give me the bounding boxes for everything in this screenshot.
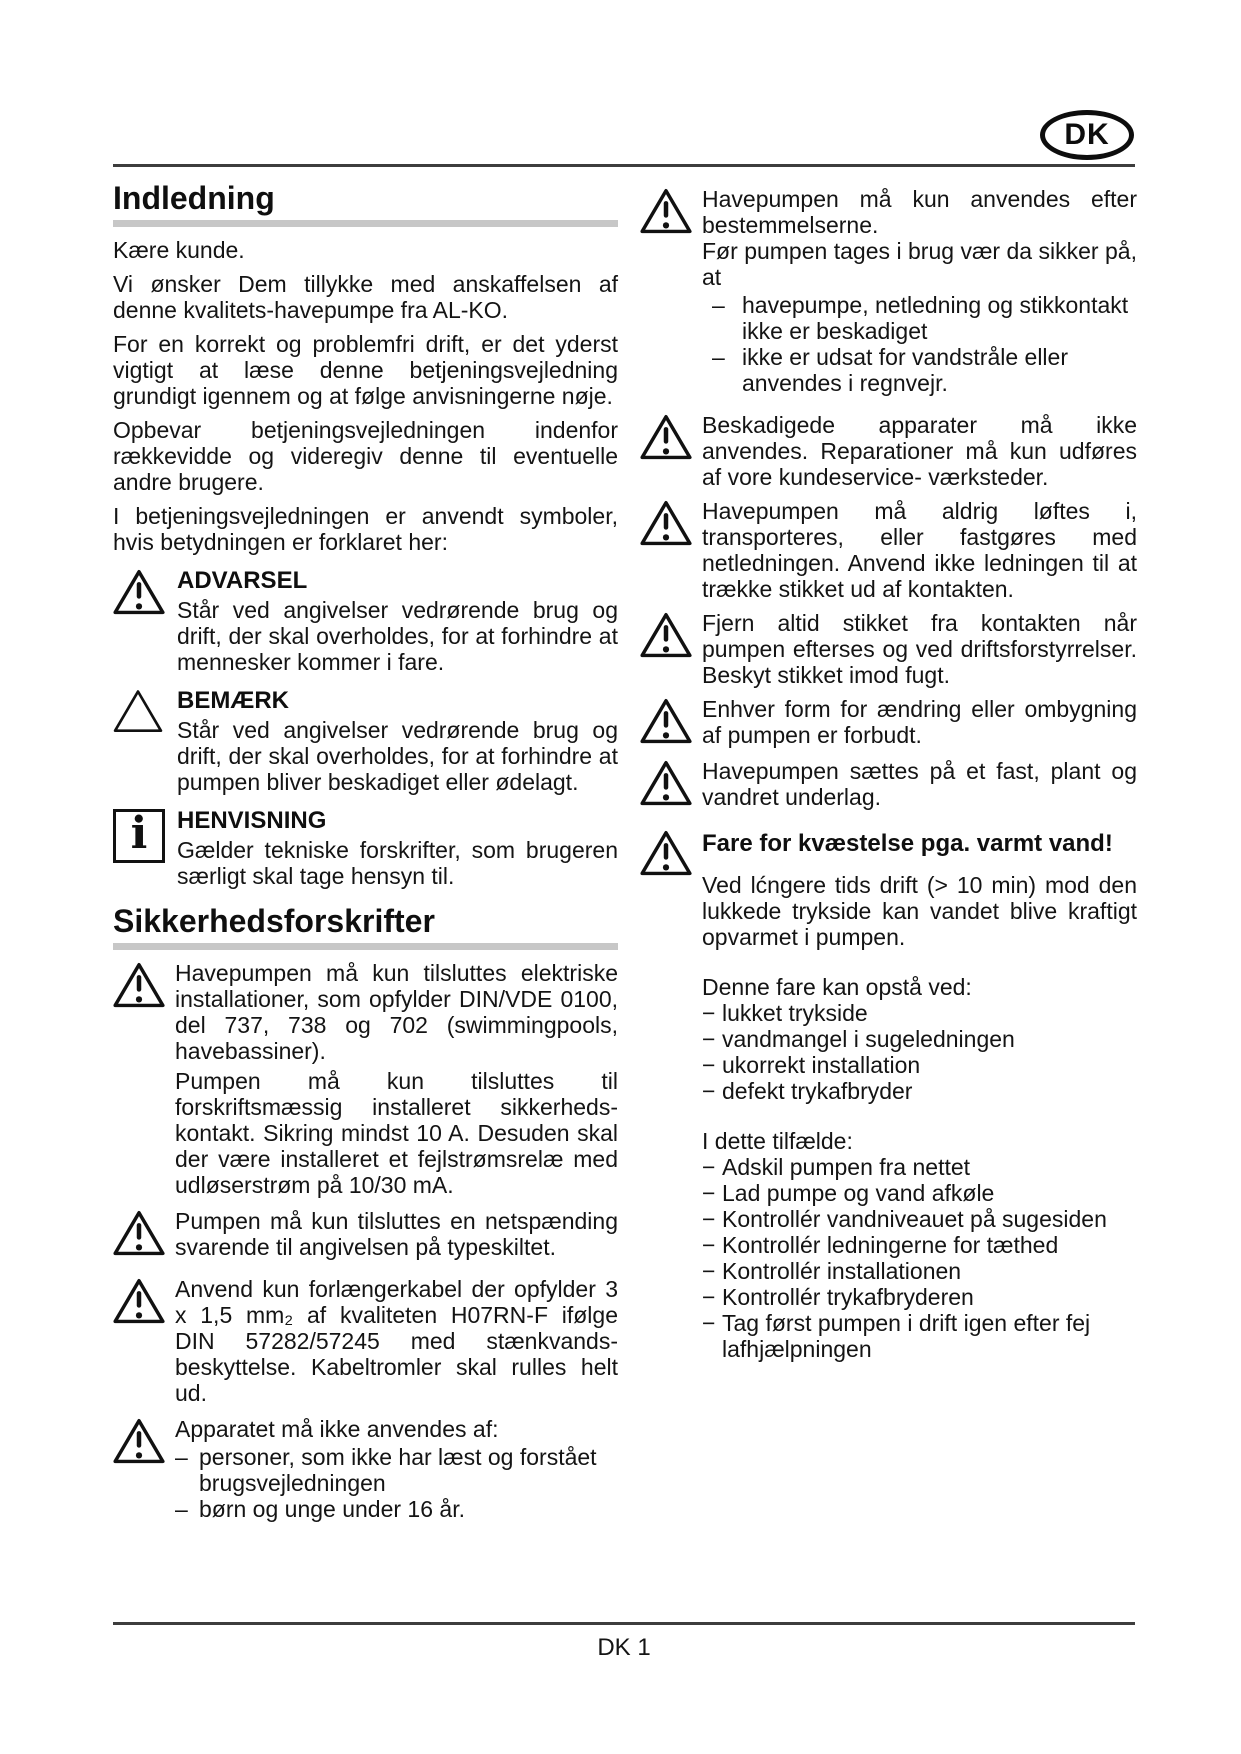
symbol-text: Står ved angivelser vedrørende brug og drift, der skal overholdes, for at forhindre at pumpen bliver beskadiget eller ødelagt. <box>177 717 618 795</box>
symbol-legend-bemaerk <box>113 687 618 795</box>
intro-paragraph: I betjeningsvejledningen er anvendt symboler, hvis betydningen er forklaret her: <box>113 503 618 555</box>
warning-text: Apparatet må ikke anvendes af: <box>175 1416 499 1442</box>
symbol-title: HENVISNING <box>177 807 327 834</box>
dash-marker: − <box>702 1026 716 1052</box>
list-item: – havepumpe, netledning og stikkontakt ikke er beskadiget <box>712 292 1129 344</box>
list-item: – ikke er udsat for vandstråle eller anvendes i regnvejr. <box>712 344 1068 396</box>
dash-marker: − <box>702 1284 716 1310</box>
list-item: − Kontrollér vandniveauet på sugesiden <box>702 1206 1107 1232</box>
page-number: DK 1 <box>597 1634 651 1661</box>
warning-triangle-icon <box>113 1208 175 1262</box>
warning-triangle-icon <box>640 610 702 688</box>
warning-text: Fjern altid stikket fra kontakten når pumpen efterses og ved driftsforstyrrelser. Beskyt stikket imod fugt. <box>702 610 1137 688</box>
header-rule <box>113 164 1135 167</box>
dash-marker: – <box>175 1496 188 1522</box>
dash-marker: − <box>702 1206 716 1232</box>
safety-warning <box>640 758 1137 812</box>
hot-water-causes-list <box>702 1000 1137 1104</box>
warning-text: Beskadigede apparater må ikke anvendes. Reparationer må kun udføres af vore kundeservice- værksteder. <box>702 412 1137 490</box>
intro-paragraph: Kære kunde. <box>113 237 245 263</box>
warning-text: Havepumpen må kun anvendes efter bestemmelserne. <box>702 186 1137 238</box>
warning-triangle-icon <box>113 1276 175 1406</box>
dash-marker: – <box>175 1444 188 1470</box>
list-item: − ukorrekt installation <box>702 1052 921 1078</box>
warning-bullet-list <box>712 292 1137 396</box>
dash-marker: − <box>702 1078 716 1104</box>
warning-text: Anvend kun forlængerkabel der opfylder 3 x 1,5 mm₂ af kvaliteten H07RN-F ifølge DIN 57282/57245 med stænkvands-beskyttelse. Kabeltromler skal rulles helt ud. <box>175 1276 618 1406</box>
intro-paragraph: For en korrekt og problemfri drift, er det yderst vigtigt at læse denne betjeningsvejledning grundigt igennem og at følge anvisningerne nøje. <box>113 331 618 409</box>
warning-text: Enhver form for ændring eller ombygning af pumpen er forbudt. <box>702 696 1137 748</box>
warning-text: Før pumpen tages i brug vær da sikker på, at <box>702 238 1137 290</box>
safety-warning <box>640 610 1137 688</box>
warning-bullet-list <box>175 1444 618 1522</box>
symbol-legend-henvisning <box>113 807 618 889</box>
page-footer <box>113 1634 1135 1662</box>
safety-warning <box>113 1416 618 1530</box>
list-item: − Adskil pumpen fra nettet <box>702 1154 971 1180</box>
warning-triangle-icon <box>640 758 702 812</box>
warning-text: Havepumpen må kun tilsluttes elektriske installationer, som opfylder DIN/VDE 0100, del 737, 738 og 702 (swimmingpools, havebassiner). <box>175 960 618 1064</box>
dash-marker: – <box>712 344 725 370</box>
section-title-indledning: Indledning <box>113 180 275 216</box>
hot-water-title: Fare for kvæstelse pga. varmt vand! <box>702 830 1113 857</box>
warning-triangle-icon <box>640 696 702 750</box>
warning-text: Pumpen må kun tilsluttes en netspænding svarende til angivelsen på typeskiltet. <box>175 1208 618 1260</box>
safety-warning <box>113 1276 618 1406</box>
list-item: – børn og unge under 16 år. <box>175 1496 465 1522</box>
list-item: – personer, som ikke har læst og forstået brugsvejledningen <box>175 1444 597 1496</box>
warning-triangle-icon <box>640 412 702 490</box>
hot-water-causes-heading: Denne fare kan opstå ved: <box>702 974 972 1000</box>
section-title-sikkerhedsforskrifter: Sikkerhedsforskrifter <box>113 903 435 939</box>
warning-triangle-icon <box>640 828 702 1370</box>
symbol-text: Står ved angivelser vedrørende brug og drift, der skal overholdes, for at forhindre at mennesker kommer i fare. <box>177 597 618 675</box>
warning-text: Havepumpen må aldrig løftes i, transporteres, eller fastgøres med netledningen. Anvend ikke ledningen til at trække stikket ud af kontakten. <box>702 498 1137 602</box>
country-code-badge <box>1040 110 1134 160</box>
left-column <box>113 180 618 1530</box>
list-item: − Kontrollér trykafbryderen <box>702 1284 974 1310</box>
section-title-underline <box>113 943 618 950</box>
dash-marker: − <box>702 1232 716 1258</box>
info-icon: i <box>113 807 177 889</box>
safety-warning <box>640 186 1137 404</box>
list-item: − Kontrollér ledningerne for tæthed <box>702 1232 1059 1258</box>
list-item: − Lad pumpe og vand afkøle <box>702 1180 995 1206</box>
dash-marker: − <box>702 1000 716 1026</box>
intro-paragraph: Vi ønsker Dem tillykke med anskaffelsen af denne kvalitets-havepumpe fra AL-KO. <box>113 271 618 323</box>
dash-marker: − <box>702 1180 716 1206</box>
list-item: − Kontrollér installationen <box>702 1258 962 1284</box>
hot-water-warning <box>640 828 1137 1370</box>
hot-water-actions-heading: I dette tilfælde: <box>702 1128 853 1154</box>
warning-text: Havepumpen sættes på et fast, plant og vandret underlag. <box>702 758 1137 810</box>
warning-triangle-icon <box>640 186 702 404</box>
list-item: − vandmangel i sugeledningen <box>702 1026 1015 1052</box>
dash-marker: − <box>702 1154 716 1180</box>
warning-triangle-icon <box>113 1416 175 1530</box>
symbol-text: Gælder tekniske forskrifter, som brugeren særligt skal tage hensyn til. <box>177 837 618 889</box>
notice-triangle-icon <box>113 687 177 795</box>
safety-warning <box>113 1208 618 1262</box>
safety-warning <box>113 960 618 1198</box>
safety-warning <box>640 412 1137 490</box>
warning-text: Pumpen må kun tilsluttes til forskriftsmæssig installeret sikkerheds-kontakt. Sikring mindst 10 A. Desuden skal der være installeret et fejlstrømsrelæ med udløserstrøm på 10/30 mA. <box>175 1068 618 1198</box>
list-item: − lukket trykside <box>702 1000 868 1026</box>
list-item: − defekt trykafbryder <box>702 1078 913 1104</box>
hot-water-intro: Ved lćngere tids drift (> 10 min) mod den lukkede trykside kan vandet blive kraftigt opvarmet i pumpen. <box>702 872 1137 950</box>
warning-triangle-icon <box>113 567 177 675</box>
warning-triangle-icon <box>640 498 702 602</box>
symbol-title: BEMÆRK <box>177 687 289 714</box>
hot-water-actions-list <box>702 1154 1137 1362</box>
list-item: − Tag først pumpen i drift igen efter fej lafhjælpningen <box>702 1310 1091 1362</box>
footer-rule <box>113 1622 1135 1625</box>
safety-warning <box>640 498 1137 602</box>
right-column <box>640 186 1137 1370</box>
dash-marker: − <box>702 1258 716 1284</box>
dash-marker: – <box>712 292 725 318</box>
intro-paragraph: Opbevar betjeningsvejledningen indenfor rækkevidde og videregiv denne til eventuelle andre brugere. <box>113 417 618 495</box>
dash-marker: − <box>702 1052 716 1078</box>
safety-warning <box>640 696 1137 750</box>
symbol-title: ADVARSEL <box>177 567 308 594</box>
country-code-label: DK <box>1064 118 1110 151</box>
warning-triangle-icon <box>113 960 175 1198</box>
section-title-underline <box>113 220 618 227</box>
dash-marker: − <box>702 1310 716 1336</box>
symbol-legend-advarsel <box>113 567 618 675</box>
